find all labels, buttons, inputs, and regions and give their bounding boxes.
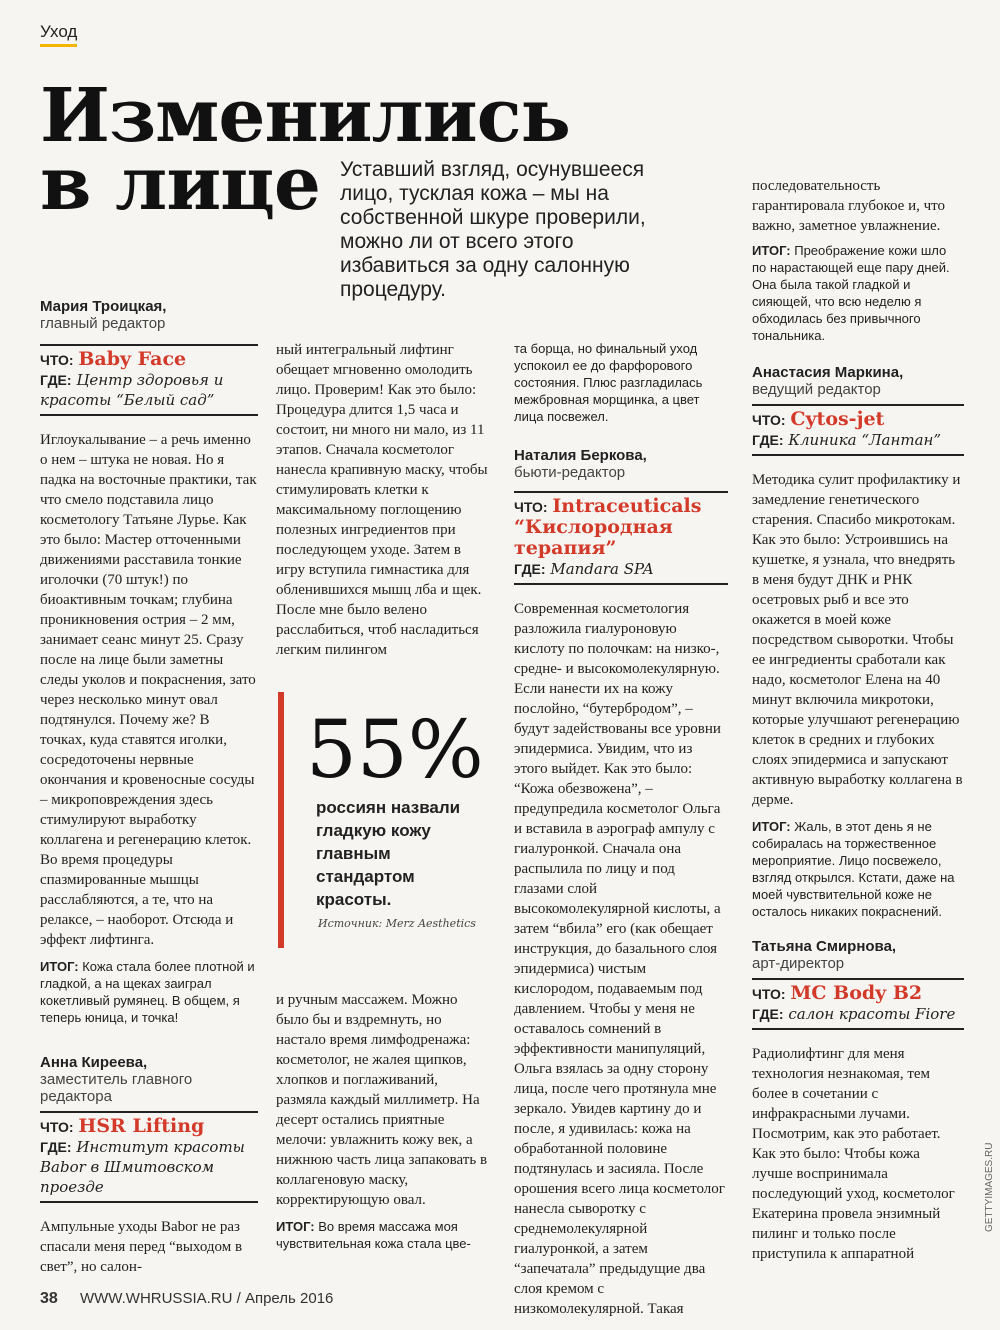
column-1 xyxy=(40,298,258,1277)
summary-continued: та борща, но финальный уход успокоил ее до фарфорового состояния. Плюс разгладилась межбровная морщинка, а цвет лица посвежел. xyxy=(514,341,703,424)
summary: ИТОГ: Во время массажа моя чувствительная кожа стала цве- xyxy=(276,1219,471,1251)
stat-text: россиян назвали гладкую кожу главным стандартом красоты. xyxy=(316,798,461,909)
stat-number: 55% xyxy=(306,703,484,796)
stat-callout xyxy=(278,692,494,948)
author-role: бьюти-редактор xyxy=(514,464,626,481)
lead-paragraph: Уставший взгляд, осунувшееся лицо, тусклая кожа – мы на собственной шкуре проверили, можно ли от всего этого избавиться за одну салонную процедуру. xyxy=(340,158,646,301)
procedure-place: Mandara SPA xyxy=(550,560,654,578)
author-role: ведущий редактор xyxy=(752,381,881,398)
article-text: Современная косметология разложила гиалуроновую кислоту по полочкам: на низко-, средне- и высокомолекулярную. Если нанести их на кожу послойно, “бутербродом”, – будут задействованы все уровни эпидермиса. Увидим, что из этого выйдет. Как это было: “Кожа обезвожена”, – предупредила косметолог Ольга и вставила в аэрограф ампулу с гиалуронкой. Сначала она распылила по лицу и под глазами слой высокомолекулярной кислоты, а затем “вбила” его (как обещает инструкция, до базального слоя эпидермиса) чистым кислородом, подаваемым под давлением. Чтобы у меня не оставалось сомнений в эффективности манипуляций, Ольга взялась за одну сторону лица, после чего протянула мне зеркало. Увидев картину до и после, я удивилась: кожа на обработанной половине подтянулась и засияла. После орошения всего лица косметолог нанесла сыворотку с среднемолекулярной гиалуронкой, а затем “запечатала” предыдущие два слоя кремом с низкомолекулярной. Такая xyxy=(514,601,725,1317)
article-text: и ручным массажем. Можно было бы и вздремнуть, но настало время лимфодренажа: косметолог, не жалея щипков, хлопков и поглаживаний, размяла каждый миллиметр. На десерт остались приятные мелочи: увлажнить кожу век, а нижнюю часть лица запаковать в коллагеновую маску, корректирующую овал. xyxy=(276,992,488,1208)
author-role: главный редактор xyxy=(40,315,166,332)
column-2 xyxy=(276,340,488,660)
procedure-name: HSR Lifting xyxy=(78,1115,205,1137)
headline-line2: в лице xyxy=(40,141,320,227)
article-text: последовательность гарантировала глубокое и, что важно, заметное увлажнение. xyxy=(752,178,946,234)
procedure-info: ЧТО: Intraceuticals “Кислородная терапия” ГДЕ: Mandara SPA xyxy=(514,491,728,585)
headline-line1: Изменились xyxy=(40,73,570,159)
procedure-place: Клиника “Лантан” xyxy=(788,431,942,449)
author-name: Татьяна Смирнова, xyxy=(752,938,897,955)
procedure-place: Центр здоровья и красоты “Белый сад” xyxy=(40,371,224,409)
photo-credit: GETTYIMAGES.RU xyxy=(984,1142,995,1232)
author-name: Анастасия Маркина, xyxy=(752,364,904,381)
procedure-place: салон красоты Fiore xyxy=(788,1005,956,1023)
procedure-name: Cytos-jet xyxy=(790,408,885,430)
article-text: Ампульные уходы Babor не раз спасали меня перед “выходом в свет”, но салон- xyxy=(40,1219,243,1275)
article-text: Радиолифтинг для меня технология незнакомая, тем более в сочетании с инфракрасными лучами. Посмотрим, как это работает. Как это было: Чтобы кожа лучше воспринимала последующий уход, косметолог Екатерина провела энзимный пилинг и только после приступила к аппаратной xyxy=(752,1046,955,1262)
summary: ИТОГ: Жаль, в этот день я не собиралась на торжественное мероприятие. Лицо посвежело, взгляд открылся. Кстати, даже на моей чувствительной коже не осталось никаких покраснений. xyxy=(752,819,955,919)
author-name: Наталия Беркова, xyxy=(514,447,647,464)
site-and-issue: WWW.WHRUSSIA.RU / Апрель 2016 xyxy=(79,1290,334,1307)
author-role: арт-директор xyxy=(752,955,845,972)
column-4 xyxy=(752,176,964,1264)
procedure-info: ЧТО: Baby Face ГДЕ: Центр здоровья и красоты “Белый сад” xyxy=(40,344,258,416)
column-2-bottom xyxy=(276,990,488,1252)
procedure-place: Институт красоты Babor в Шмитовском проезде xyxy=(40,1138,245,1196)
procedure-info: ЧТО: Cytos-jet ГДЕ: Клиника “Лантан” xyxy=(752,404,964,456)
stat-source: Источник: Merz Aesthetics xyxy=(318,917,476,930)
summary: ИТОГ: Преображение кожи шло по нарастающей еще пару дней. Она была такой гладкой и сияющей, что всю неделю я обходилась без привычного тональника. xyxy=(752,243,950,343)
article-text: Методика сулит профилактику и замедление генетического старения. Спасибо микротокам. Как это было: Устроившись на кушетке, я узнала, что внедрять в меня будут ДНК и РНК осетровых рыб и все это окажется в моей коже посредством сыворотки. Чтобы ее ингредиенты сработали как надо, косметолог Елена на 40 минут включила микротоки, которые улучшают регенерацию клеток в средних и глубоких слоях эпидермиса и запускают активную выработку коллагена в дерме. xyxy=(752,472,963,808)
article-text: Иглоукалывание – а речь именно о нем – штука не новая. Но я падка на восточные практики, так что смело подставила лицо косметологу Татьяне Лурье. Как это было: Мастер отточенными движениями расставила тонкие иголочки (70 штук!) по биоактивным точкам; глубина проникновения острия – 2 мм, занимает сеанс минут 25. Сразу после на лице были заметны следы уколов и покраснения, зато через несколько минут овал подтянулся. Почему же? В точках, куда ставятся иголки, сосредоточены нервные окончания и кровеносные сосуды – микроповреждения здесь стимулируют выработку коллагена и регенерацию клеток. Во время процедуры спазмированные мышцы расслабляются, а те, что на релаксе, – наоборот. Отсюда и эффект лифтинга. xyxy=(40,432,257,948)
author-name: Анна Киреева, xyxy=(40,1054,148,1071)
summary: ИТОГ: Кожа стала более плотной и гладкой, а на щеках заиграл кокетливый румянец. В общем, я теперь юница, и точка! xyxy=(40,959,255,1025)
article-text: ный интегральный лифтинг обещает мгновенно омолодить лицо. Проверим! Как это было: Процедура длится 1,5 часа и состоит, ни много ни мало, из 11 этапов. Сначала косметолог нанесла крапивную маску, чтобы стимулировать клетки к максимальному поглощению полезных ингредиентов при последующем уходе. Затем в игру вступила гимнастика для обленившихся мышц лба и щек. После мне было велено расслабиться, чтоб насладиться легким пилингом xyxy=(276,342,488,658)
procedure-info: ЧТО: MC Body B2 ГДЕ: салон красоты Fiore xyxy=(752,978,964,1030)
column-3 xyxy=(514,340,728,1319)
page-footer xyxy=(40,1290,333,1308)
procedure-name: Intraceuticals “Кислородная терапия” xyxy=(514,495,702,559)
page-number: 38 xyxy=(40,1290,58,1307)
author-name: Мария Троицкая, xyxy=(40,298,167,315)
section-label: Уход xyxy=(40,22,77,47)
author-role: заместитель главного редактора xyxy=(40,1071,193,1105)
procedure-name: Baby Face xyxy=(78,348,187,370)
procedure-name: MC Body B2 xyxy=(790,982,923,1004)
procedure-info: ЧТО: HSR Lifting ГДЕ: Институт красоты Babor в Шмитовском проезде xyxy=(40,1111,258,1203)
